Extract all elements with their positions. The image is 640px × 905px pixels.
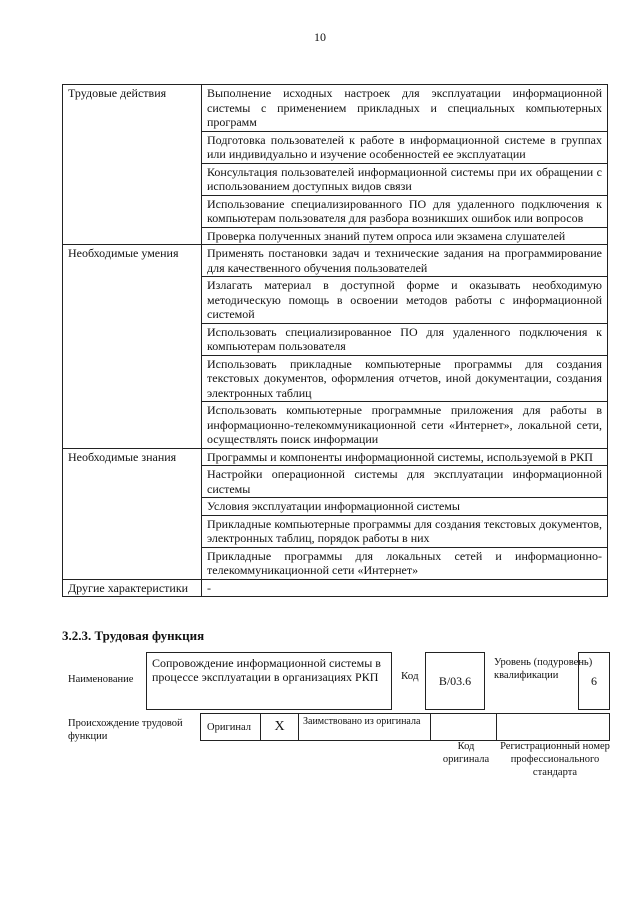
item-cell: Подготовка пользователей к работе в информационной системе в группах или индивидуально и изучение особенностей ее эксплуатации bbox=[202, 131, 608, 163]
borrowed-label: Заимствовано из оригинала bbox=[299, 714, 431, 740]
category-cell: Необходимые знания bbox=[63, 448, 202, 579]
item-cell: Прикладные программы для локальных сетей и информационно-телекоммуникационной сети «Интернет» bbox=[202, 547, 608, 579]
item-cell: Излагать материал в доступной форме и оказывать необходимую методическую помощь в освоении методов работы с информационной системой bbox=[202, 277, 608, 324]
category-cell: Необходимые умения bbox=[63, 245, 202, 449]
item-cell: Консультация пользователей информационной системы при их обращении с использованием доступных видов связи bbox=[202, 163, 608, 195]
item-cell: Условия эксплуатации информационной системы bbox=[202, 498, 608, 516]
function-code-box: B/03.6 bbox=[425, 652, 485, 710]
category-cell: Трудовые действия bbox=[63, 85, 202, 245]
item-cell: Программы и компоненты информационной системы, используемой в РКП bbox=[202, 448, 608, 466]
labor-functions-table bbox=[62, 84, 608, 597]
item-cell: Выполнение исходных настроек для эксплуатации информационной системы с применением прикладных и специальных компьютерных программ bbox=[202, 85, 608, 132]
caption-original-code: Код оригинала bbox=[442, 741, 490, 765]
caption-registration-number: Регистрационный номер профессионального стандарта bbox=[500, 741, 610, 778]
item-cell: Прикладные компьютерные программы для создания текстовых документов, электронных таблиц, порядок работы в них bbox=[202, 515, 608, 547]
table-row bbox=[63, 579, 608, 597]
level-value-box: 6 bbox=[578, 652, 610, 710]
item-cell: Использовать компьютерные программные приложения для работы в информационно-телекоммуникационной сети «Интернет», локальной сети, осуществлять поиск информации bbox=[202, 402, 608, 449]
registration-number-cell bbox=[497, 714, 609, 740]
table-row bbox=[63, 448, 608, 466]
table-row bbox=[63, 85, 608, 132]
item-cell: Использование специализированного ПО для удаленного подключения к компьютерам пользователя для разбора возникших ошибок или вопросов bbox=[202, 195, 608, 227]
function-name-box: Сопровождение информационной системы в процессе эксплуатации в организациях РКП bbox=[146, 652, 392, 710]
item-cell: Использовать специализированное ПО для удаленного подключения к компьютерам пользователя bbox=[202, 323, 608, 355]
item-cell: Настройки операционной системы для эксплуатации информационной системы bbox=[202, 466, 608, 498]
origin-label: Происхождение трудовой функции bbox=[68, 718, 183, 742]
original-label: Оригинал bbox=[201, 714, 261, 740]
table-row bbox=[63, 245, 608, 277]
code-label: Код bbox=[401, 670, 419, 682]
item-cell: Использовать прикладные компьютерные программы для создания текстовых документов, оформления отчетов, иной документации, создания электронных таблиц bbox=[202, 355, 608, 402]
item-cell: Проверка полученных знаний путем опроса или экзамена слушателей bbox=[202, 227, 608, 245]
name-label: Наименование bbox=[68, 674, 134, 685]
page-number: 10 bbox=[314, 30, 326, 44]
item-cell: Применять постановки задач и технические задания на программирование для качественного обучения пользователей bbox=[202, 245, 608, 277]
level-label: Уровень (подуровень) квалификации bbox=[494, 657, 593, 681]
item-cell: - bbox=[202, 579, 608, 597]
section-title: 3.2.3. Трудовая функция bbox=[62, 628, 205, 643]
category-cell: Другие характеристики bbox=[63, 579, 202, 597]
original-code-cell bbox=[431, 714, 497, 740]
origin-row bbox=[200, 713, 610, 741]
original-mark: X bbox=[261, 714, 299, 740]
